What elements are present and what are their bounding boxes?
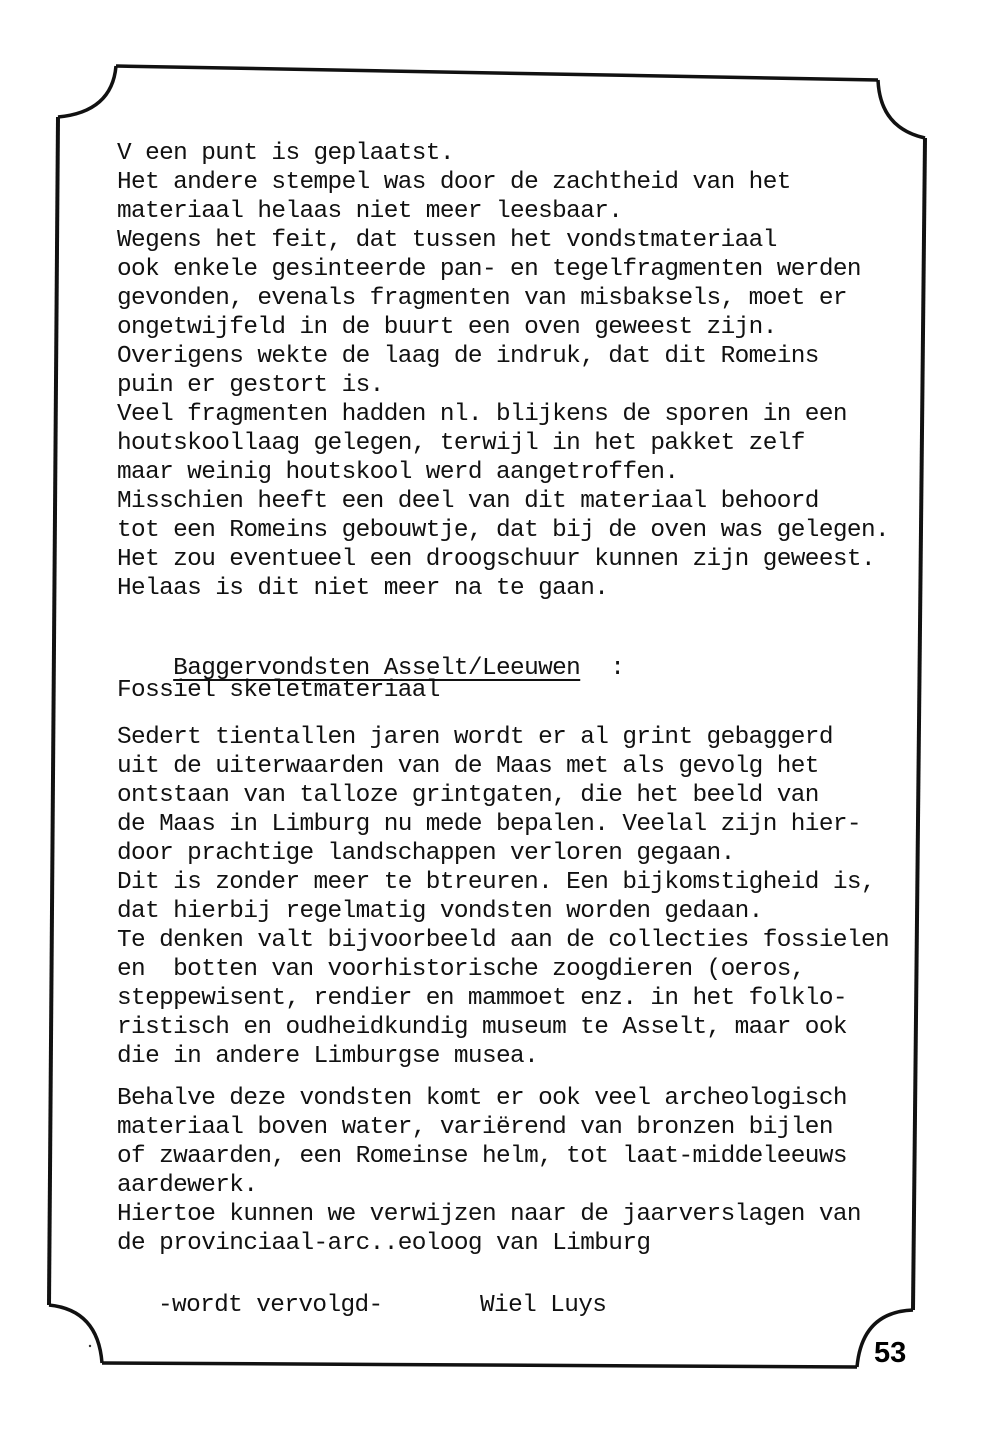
text-line: Misschien heeft een deel van dit materiaal behoord	[117, 488, 819, 515]
to-be-continued-note: -wordt vervolgd-	[158, 1292, 383, 1319]
text-line: Het andere stempel was door de zachtheid van het	[117, 169, 791, 196]
text-line: materiaal boven water, variërend van bronzen bijlen	[117, 1114, 833, 1141]
text-line: ontstaan van talloze grintgaten, die het beeld van	[117, 782, 819, 809]
subheading: Fossiel skeletmateriaal	[117, 677, 440, 704]
text-line: Wegens het feit, dat tussen het vondstmateriaal	[117, 227, 777, 254]
text-line: door prachtige landschappen verloren gegaan.	[117, 840, 735, 867]
paragraph-intro	[117, 139, 917, 603]
border-left-edge	[49, 117, 58, 1305]
spacer	[117, 603, 917, 625]
text-line: puin er gestort is.	[117, 372, 384, 399]
text-line: Hiertoe kunnen we verwijzen naar de jaarverslagen van	[117, 1201, 861, 1228]
text-line: die in andere Limburgse musea.	[117, 1043, 539, 1070]
text-line: materiaal helaas niet meer leesbaar.	[117, 198, 623, 225]
paragraph-fossils	[117, 723, 917, 1071]
scan-speck	[89, 1345, 91, 1347]
text-line: de Maas in Limburg nu mede bepalen. Veelal zijn hier-	[117, 811, 861, 838]
text-line: V een punt is geplaatst.	[117, 140, 454, 167]
spacer	[117, 705, 917, 723]
border-top-right-corner	[878, 80, 925, 138]
text-line: ook enkele gesinteerde pan- en tegelfragmenten werden	[117, 256, 861, 283]
border-bottom-edge	[102, 1363, 857, 1367]
border-top-left-corner	[58, 66, 116, 117]
text-line: steppewisent, rendier en mammoet enz. in het folklo-	[117, 985, 847, 1012]
page-number: 53	[874, 1337, 907, 1369]
text-line: Te denken valt bijvoorbeeld aan de collecties fossielen	[117, 927, 890, 954]
paragraph-archaeology	[117, 1084, 917, 1258]
section-heading-row	[117, 625, 917, 682]
document-body	[117, 139, 917, 1258]
text-line: ongetwijfeld in de buurt een oven geweest zijn.	[117, 314, 777, 341]
text-line: maar weinig houtskool werd aangetroffen.	[117, 459, 679, 486]
section-heading: Baggervondsten Asselt/Leeuwen	[173, 655, 581, 682]
text-line: tot een Romeins gebouwtje, dat bij de oven was gelegen.	[117, 517, 890, 544]
text-line: en botten van voorhistorische zoogdieren (oeros,	[117, 956, 805, 983]
text-line: Veel fragmenten hadden nl. blijkens de sporen in een	[117, 401, 847, 428]
text-line: Het zou eventueel een droogschuur kunnen zijn geweest.	[117, 546, 875, 573]
text-line: Helaas is dit niet meer na te gaan.	[117, 575, 609, 602]
border-top-edge	[116, 66, 878, 80]
text-line: de provinciaal-arc..eoloog van Limburg	[117, 1230, 651, 1257]
text-line: gevonden, evenals fragmenten van misbaksels, moet er	[117, 285, 847, 312]
section-heading-colon: :	[610, 655, 625, 682]
text-line: ristisch en oudheidkundig museum te Asselt, maar ook	[117, 1014, 847, 1041]
text-line: aardewerk.	[117, 1172, 258, 1199]
text-line: uit de uiterwaarden van de Maas met als gevolg het	[117, 753, 819, 780]
spacer	[117, 1071, 917, 1084]
text-line: of zwaarden, een Romeinse helm, tot laat-middeleeuws	[117, 1143, 847, 1170]
text-line: Behalve deze vondsten komt er ook veel archeologisch	[117, 1085, 847, 1112]
author-name: Wiel Luys	[480, 1292, 607, 1319]
text-line: dat hierbij regelmatig vondsten worden gedaan.	[117, 898, 763, 925]
text-line: Sedert tientallen jaren wordt er al grint gebaggerd	[117, 724, 833, 751]
border-bottom-left-corner	[49, 1305, 102, 1363]
text-line: houtskoollaag gelegen, terwijl in het pakket zelf	[117, 430, 805, 457]
text-line: Overigens wekte de laag de indruk, dat dit Romeins	[117, 343, 819, 370]
text-line: Dit is zonder meer te btreuren. Een bijkomstigheid is,	[117, 869, 875, 896]
